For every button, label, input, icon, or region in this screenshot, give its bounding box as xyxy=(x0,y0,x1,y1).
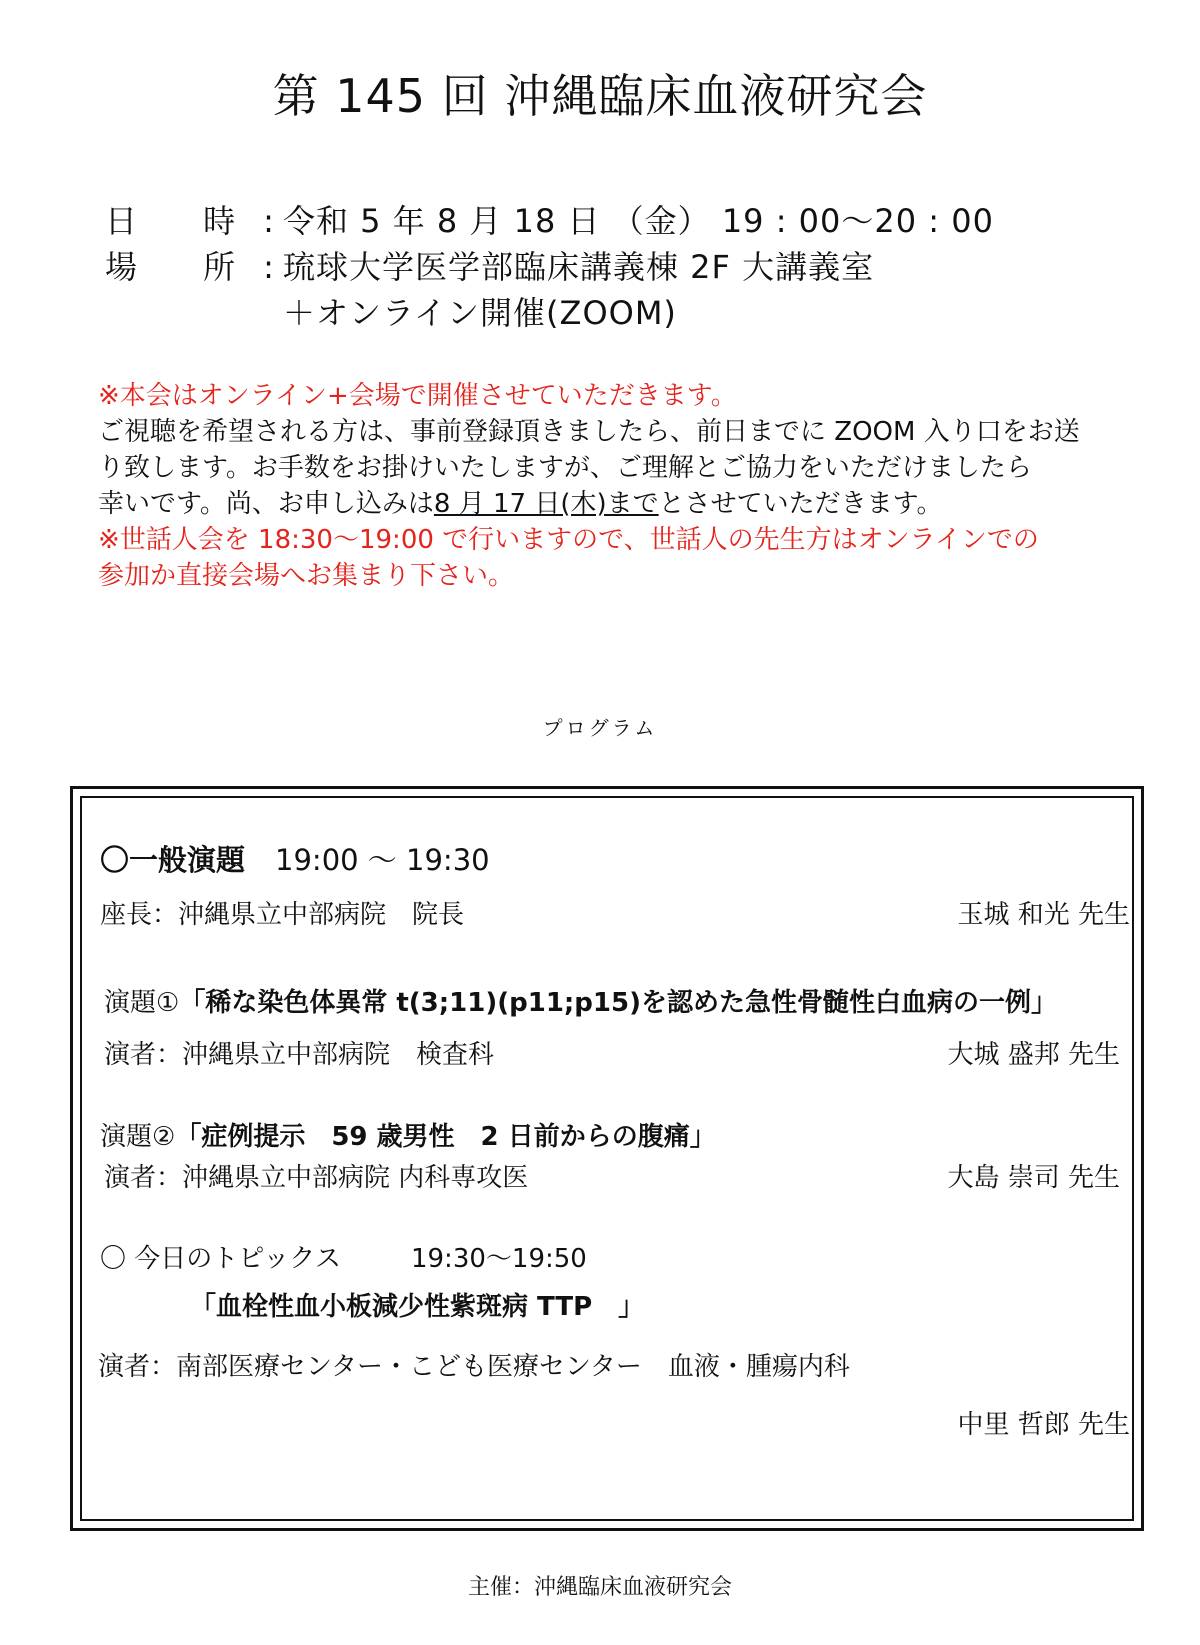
venue-label: 場 所 xyxy=(105,248,264,286)
talk-2-title: 「症例提示 59 歳男性 2 日前からの腹痛」 xyxy=(175,1122,716,1152)
talk-1-title-row xyxy=(104,982,1057,1019)
section-2-time: 19:30～19:50 xyxy=(410,1244,587,1274)
notice-line-1: ※本会はオンライン+会場で開催させていただきます。 xyxy=(98,381,737,411)
talk-1-title: 「稀な染色体異常 t(3;11)(p11;p15)を認めた急性骨髄性白血病の一例」 xyxy=(179,988,1057,1018)
deadline: 8 月 17 日(木)まで xyxy=(433,489,659,519)
talk-2-speaker-role: 演者：沖縄県立中部病院 内科専攻医 xyxy=(104,1163,529,1193)
talk-2-label: 演題② xyxy=(100,1122,176,1152)
section-2-title: 〇 今日のトピックス xyxy=(100,1244,341,1274)
topic-speaker-role: 演者：南部医療センター・こども医療センター 血液・腫瘍内科 xyxy=(98,1352,850,1382)
notice-line-5: ※世話人会を 18:30～19:00 で行いますので、世話人の先生方はオンラインでの xyxy=(98,525,1039,555)
page-title: 第 145 回 沖縄臨床血液研究会 xyxy=(272,69,928,123)
talk-1-speaker-role: 演者：沖縄県立中部病院 検査科 xyxy=(104,1040,495,1070)
venue-online: ＋オンライン開催(ZOOM) xyxy=(283,294,677,332)
datetime-row xyxy=(105,196,994,242)
notice-line-4-pre: 幸いです。尚、お申し込みは xyxy=(98,489,434,519)
colon: : xyxy=(263,202,275,240)
section-time: 19:00 ～ 19:30 xyxy=(275,843,490,877)
section-title: 〇一般演題 xyxy=(100,843,246,877)
topic-title: 「血栓性血小板減少性紫斑病 TTP 」 xyxy=(190,1292,645,1322)
section-general-talks xyxy=(100,838,490,879)
notice-line-4-post: とさせていただきます。 xyxy=(658,489,943,519)
organizer: 主催：沖縄臨床血液研究会 xyxy=(467,1575,732,1600)
venue-value: 琉球大学医学部臨床講義棟 2F 大講義室 xyxy=(283,248,875,286)
chair-name: 玉城 和光 先生 xyxy=(957,900,1130,930)
talk-1-speaker-name: 大城 盛邦 先生 xyxy=(947,1040,1120,1070)
datetime-label: 日 時 xyxy=(105,202,264,240)
colon: : xyxy=(263,248,275,286)
notice-line-6: 参加か直接会場へお集まり下さい。 xyxy=(98,561,515,591)
notice-line-4 xyxy=(98,486,943,522)
notice-line-3: り致します。お手数をお掛けいたしますが、ご理解とご協力をいただけましたら xyxy=(98,453,1032,483)
topic-speaker-name: 中里 哲郎 先生 xyxy=(957,1410,1130,1440)
section-topics xyxy=(100,1238,587,1275)
notice-line-2: ご視聴を希望される方は、事前登録頂きましたら、前日までに ZOOM 入り口をお送 xyxy=(98,417,1080,447)
talk-2-speaker-name: 大島 崇司 先生 xyxy=(947,1163,1120,1193)
datetime-value: 令和 5 年 8 月 18 日 （金） 19 : 00～20 : 00 xyxy=(283,202,994,240)
talk-2-title-row xyxy=(100,1116,716,1153)
chair-role: 座長：沖縄県立中部病院 院長 xyxy=(100,900,465,930)
venue-row xyxy=(105,242,874,288)
program-heading: プログラム xyxy=(542,716,658,740)
talk-1-label: 演題① xyxy=(104,988,180,1018)
